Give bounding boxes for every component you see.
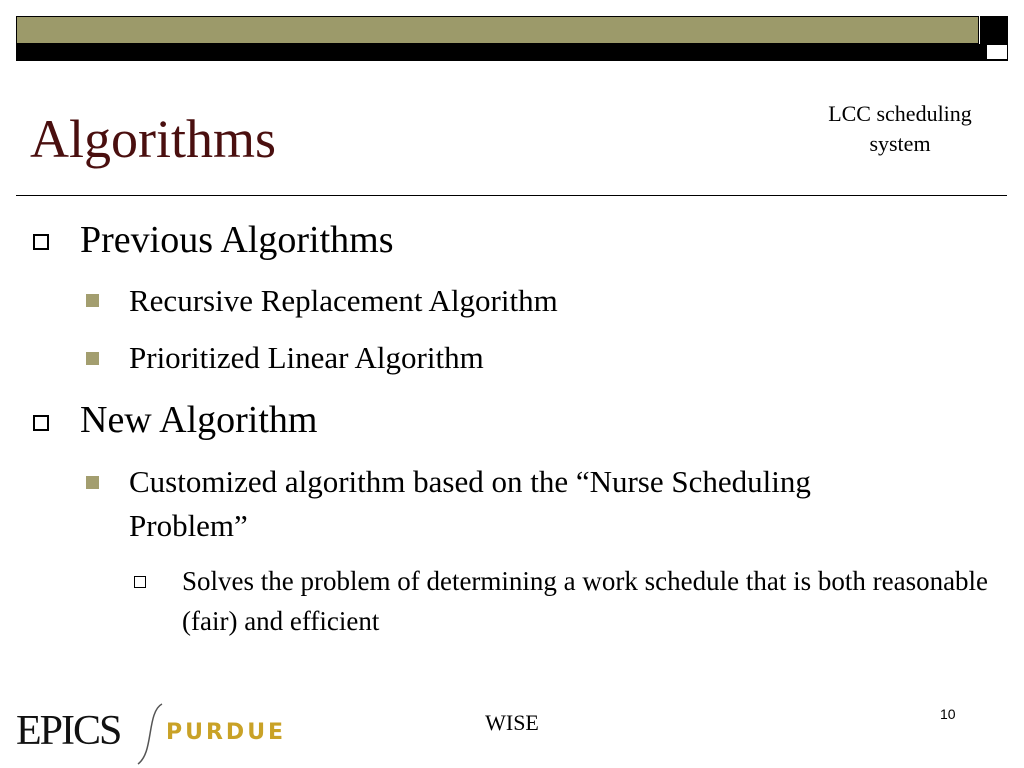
- solid-square-icon: [86, 476, 99, 489]
- logo-slash-icon: [136, 702, 166, 766]
- top-band: [16, 16, 979, 44]
- corner-block: [980, 16, 1008, 44]
- bullet-prioritized-linear: Prioritized Linear Algorithm: [129, 340, 484, 375]
- solid-square-icon: [86, 352, 99, 365]
- bullet-solves-problem: Solves the problem of determining a work schedule that is both reasonable (fair) and efficient: [182, 566, 989, 636]
- epics-purdue-logo: [16, 702, 286, 766]
- footer-title: WISE: [485, 710, 539, 735]
- hollow-square-icon: [134, 576, 146, 588]
- top-band-black: [16, 44, 1008, 61]
- logo-epics-text: EPICS: [16, 708, 121, 754]
- logo-purdue-text: PURDUE: [166, 720, 287, 745]
- hollow-square-icon: [33, 234, 49, 250]
- slide-subtitle: LCC scheduling system: [828, 101, 972, 156]
- hollow-square-icon: [33, 415, 49, 431]
- solid-square-icon: [86, 294, 99, 307]
- bullet-customized-algorithm: Customized algorithm based on the “Nurse Scheduling Problem”: [129, 464, 811, 543]
- slide-title: Algorithms: [30, 109, 277, 169]
- corner-box: [986, 44, 1008, 60]
- bullet-previous-algorithms: Previous Algorithms: [80, 219, 394, 261]
- title-divider: [16, 195, 1007, 196]
- bullet-recursive-replacement: Recursive Replacement Algorithm: [129, 283, 558, 318]
- bullet-new-algorithm: New Algorithm: [80, 399, 318, 441]
- page-number: 10: [940, 706, 956, 722]
